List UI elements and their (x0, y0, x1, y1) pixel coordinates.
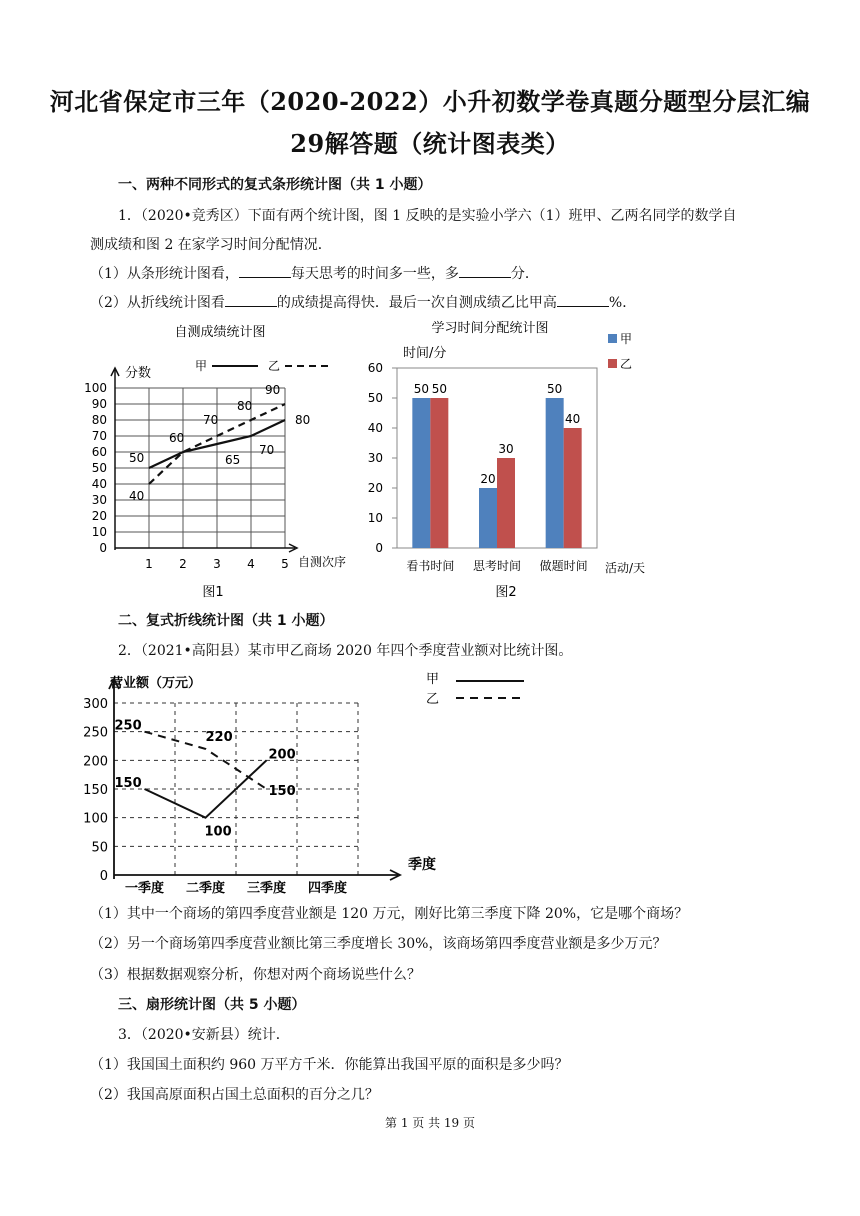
q1-sub2-part-b: 的成绩提高得快．最后一次自测成绩乙比甲高 (276, 295, 557, 311)
y-tick-label: 50 (91, 461, 107, 475)
bar-yi (564, 428, 582, 548)
q2-sub2: （2）另一个商场第四季度营业额比第三季度增长 30%，该商场第四季度营业额是多少万元？ (90, 936, 667, 952)
x-tick-label: 2 (179, 557, 187, 571)
x-tick-label: 二季度 (185, 881, 226, 895)
study-time-bar-chart (355, 318, 685, 600)
q1-sub2-part-c: %． (608, 295, 637, 311)
y-tick-label: 60 (91, 445, 107, 459)
x-tick-label: 4 (247, 557, 255, 571)
q1-sub2-part-a: （2）从折线统计图看 (90, 295, 225, 311)
y-tick-label: 90 (91, 397, 107, 411)
y-tick-label: 80 (91, 413, 107, 427)
y-tick-label: 60 (367, 361, 383, 375)
bar-yi (430, 398, 448, 548)
page-footer: 第 1 页 共 19 页 (385, 1116, 475, 1130)
legend-swatch-jia (608, 334, 617, 343)
chart2-title: 学习时间分配统计图 (431, 321, 549, 336)
x-tick-label: 四季度 (307, 881, 348, 895)
y-tick-label: 20 (367, 481, 383, 495)
q3-stem: 3．（2020•安新县）统计． (118, 1027, 290, 1043)
q2-stem: 2．（2021•高阳县）某市甲乙商场 2020 年四个季度营业额对比统计图。 (118, 643, 573, 659)
bar-jia (412, 398, 430, 548)
x-tick-label: 思考时间 (472, 559, 522, 573)
data-label-yi: 40 (129, 489, 145, 503)
chart2-legend (608, 332, 632, 371)
q1-stem-line1: 1．（2020•竞秀区）下面有两个统计图，图 1 反映的是实验小学六（1）班甲、乙两名同学的数学自 (118, 208, 737, 224)
answer-blank[interactable] (557, 294, 609, 307)
y-tick-label: 0 (99, 541, 107, 555)
y-tick-label: 150 (83, 783, 108, 798)
chart1-xlabel: 自测次序 (298, 555, 347, 569)
y-tick-label: 40 (91, 477, 107, 491)
data-label-yi: 40 (565, 412, 581, 426)
document-title-line1: 河北省保定市三年（2020-2022）小升初数学卷真题分题型分层汇编 (49, 87, 811, 116)
q1-sub2 (90, 292, 636, 312)
document-title-line2: 29解答题（统计图表类） (290, 129, 570, 158)
q1-sub1-part-b: 每天思考的时间多一些，多 (290, 266, 459, 282)
y-tick-label: 10 (91, 525, 107, 539)
legend-swatch-yi (608, 359, 617, 368)
q2-sub1: （1）其中一个商场的第四季度营业额是 120 万元，刚好比第三季度下降 20%，它是哪个商场？ (90, 906, 689, 922)
data-label-jia: 50 (129, 451, 145, 465)
y-tick-label: 50 (367, 391, 383, 405)
chart3-ylabel: 营业额（万元） (110, 676, 202, 691)
legend-label-jia: 甲 (620, 332, 633, 346)
x-tick-label: 三季度 (246, 881, 287, 895)
y-tick-label: 300 (83, 697, 108, 712)
y-tick-label: 200 (83, 754, 108, 770)
chart1-title: 自测成绩统计图 (174, 325, 266, 340)
data-label-jia: 200 (268, 747, 296, 763)
legend-label-jia: 甲 (426, 672, 440, 687)
bar-jia (479, 488, 497, 548)
data-label-yi: 70 (203, 413, 219, 427)
answer-blank[interactable] (239, 265, 291, 278)
answer-blank[interactable] (459, 265, 511, 278)
legend-label-jia: 甲 (195, 359, 208, 373)
q1-sub1-part-a: （1）从条形统计图看， (90, 266, 239, 282)
chart1-grid (84, 368, 297, 571)
chart3-legend (426, 672, 524, 707)
data-label-yi: 80 (237, 399, 253, 413)
y-tick-label: 0 (99, 869, 108, 884)
data-label-jia: 100 (204, 824, 232, 840)
y-tick-label: 250 (83, 725, 108, 741)
x-tick-label: 一季度 (124, 881, 165, 895)
x-tick-label: 3 (213, 557, 221, 571)
bar-yi (497, 458, 515, 548)
y-tick-label: 10 (367, 511, 383, 525)
data-label-yi: 50 (431, 382, 447, 396)
data-label-jia: 70 (259, 443, 275, 457)
q1-stem-line2: 测成绩和图 2 在家学习时间分配情况． (90, 237, 332, 253)
y-tick-label: 100 (84, 381, 107, 395)
chart3-marks (115, 719, 296, 840)
x-tick-label: 做题时间 (539, 559, 588, 573)
chart2-caption: 图2 (495, 585, 517, 600)
y-tick-label: 0 (375, 541, 383, 555)
chart3-xlabel: 季度 (408, 857, 436, 873)
q2-sub3: （3）根据数据观察分析，你想对两个商场说些什么？ (90, 967, 421, 983)
data-label-yi: 60 (169, 431, 185, 445)
q3-sub1: （1）我国国土面积约 960 万平方千米．你能算出我国平原的面积是多少吗？ (90, 1057, 569, 1073)
chart1-legend (195, 359, 332, 373)
q3-sub2: （2）我国高原面积占国土总面积的百分之几？ (90, 1087, 379, 1103)
score-line-chart (70, 318, 370, 600)
chart2-marks (412, 382, 581, 548)
data-label-yi: 250 (114, 718, 142, 734)
legend-label-yi: 乙 (620, 357, 633, 371)
section-heading-3: 三、扇形统计图（共 5 小题） (118, 997, 306, 1013)
legend-label-yi: 乙 (268, 359, 281, 373)
x-tick-label: 1 (145, 557, 153, 571)
bar-jia (546, 398, 564, 548)
y-tick-label: 70 (91, 429, 107, 443)
answer-blank[interactable] (225, 294, 277, 307)
data-label-yi: 30 (498, 442, 514, 456)
chart1-caption: 图1 (202, 585, 224, 600)
y-tick-label: 20 (91, 509, 107, 523)
revenue-line-chart (78, 665, 538, 895)
legend-label-yi: 乙 (426, 692, 440, 707)
y-tick-label: 100 (83, 811, 108, 827)
y-tick-label: 30 (367, 451, 383, 465)
chart2-xlabel: 活动/天 (605, 561, 646, 575)
data-label-jia: 150 (114, 776, 142, 791)
chart1-ylabel: 分数 (125, 366, 152, 381)
data-label-yi: 90 (265, 383, 281, 397)
section-heading-1: 一、两种不同形式的复式条形统计图（共 1 小题） (118, 177, 432, 193)
chart2-ylabel: 时间/分 (403, 346, 447, 361)
data-label-jia: 80 (295, 413, 311, 427)
data-label-jia: 20 (480, 472, 496, 486)
data-label-jia: 50 (413, 382, 429, 396)
x-tick-label: 看书时间 (406, 559, 455, 573)
y-tick-label: 40 (367, 421, 383, 435)
data-label-yi: 220 (205, 729, 233, 745)
q1-sub1-part-c: 分． (510, 266, 539, 282)
q1-sub1 (90, 263, 539, 283)
y-tick-label: 50 (91, 840, 108, 856)
data-label-jia: 50 (547, 382, 563, 396)
y-tick-label: 30 (91, 493, 107, 507)
data-label-jia: 65 (225, 453, 241, 467)
data-label-yi: 150 (268, 784, 296, 799)
chart1-marks (129, 383, 310, 503)
section-heading-2: 二、复式折线统计图（共 1 小题） (118, 613, 334, 629)
x-tick-label: 5 (281, 557, 289, 571)
